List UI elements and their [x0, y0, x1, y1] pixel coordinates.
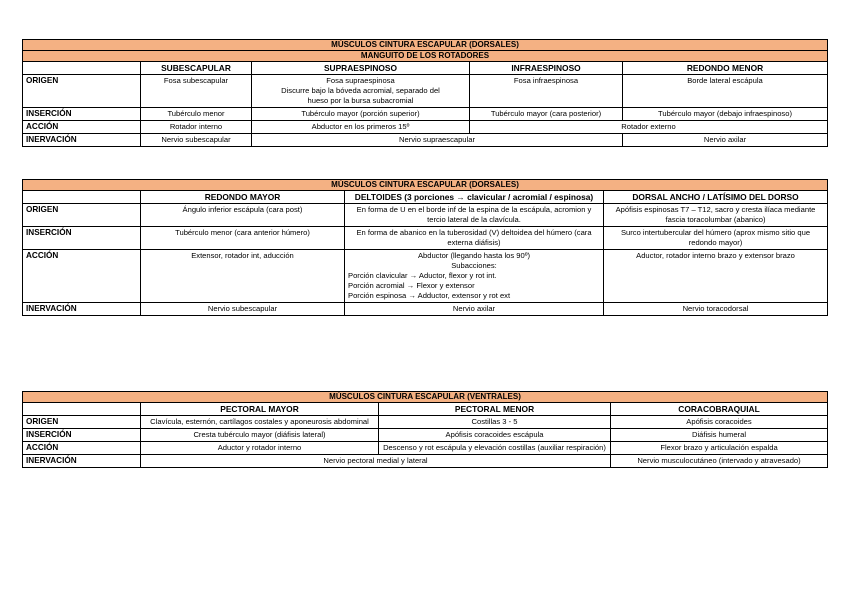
cell-line: Discurre bajo la bóveda acromial, separado del [281, 86, 440, 95]
table-cell: Rotador externo [470, 121, 828, 134]
column-header: REDONDO MAYOR [141, 191, 345, 204]
table-ventrales [22, 391, 828, 468]
table-cell: Nervio axilar [345, 303, 604, 316]
table-cell: Apófisis coracoides escápula [379, 429, 611, 442]
corner-cell [23, 191, 141, 204]
row-label: INSERCIÓN [23, 227, 141, 250]
row-label: INSERCIÓN [23, 429, 141, 442]
cell-line: Fosa supraespinosa [326, 76, 395, 85]
table-row [23, 455, 828, 468]
table-row [23, 303, 828, 316]
column-header: PECTORAL MENOR [379, 403, 611, 416]
table-cell: Tubérculo mayor (debajo infraespinoso) [623, 108, 828, 121]
table-cell: Extensor, rotador int, aducción [141, 250, 345, 303]
cell-line: Subacciones: [451, 261, 497, 270]
table-cell: Cresta tubérculo mayor (diáfisis lateral) [141, 429, 379, 442]
header-row [23, 62, 828, 75]
column-header: INFRAESPINOSO [470, 62, 623, 75]
table-cell: Apófisis coracoides [611, 416, 828, 429]
header-row [23, 191, 828, 204]
table-row [23, 429, 828, 442]
table-row [23, 227, 828, 250]
row-label: INSERCIÓN [23, 108, 141, 121]
table-cell: Surco intertubercular del húmero (aprox mismo sitio que redondo mayor) [604, 227, 828, 250]
table-row [23, 204, 828, 227]
cell-line: Porción acromial → Flexor y extensor [348, 281, 475, 290]
cell-line: Porción espinosa → Adductor, extensor y rot ext [348, 291, 511, 300]
column-header: CORACOBRAQUIAL [611, 403, 828, 416]
corner-cell [23, 403, 141, 416]
table-cell: Aductor y rotador interno [141, 442, 379, 455]
table-cell: Aductor, rotador interno brazo y extensor brazo [604, 250, 828, 303]
table-cell: Borde lateral escápula [623, 75, 828, 108]
table-manguito-rotadores [22, 39, 828, 147]
table-cell: Nervio toracodorsal [604, 303, 828, 316]
column-header: PECTORAL MAYOR [141, 403, 379, 416]
table-cell: En forma de U en el borde inf de la espina de la escápula, acromion y tercio lateral de la clavícula. [345, 204, 604, 227]
table-cell: Ángulo inferior escápula (cara post) [141, 204, 345, 227]
table-cell: Nervio axilar [623, 134, 828, 147]
column-header: SUPRAESPINOSO [252, 62, 470, 75]
table-row [23, 121, 828, 134]
row-label: INERVACIÓN [23, 303, 141, 316]
row-label: ORIGEN [23, 204, 141, 227]
row-label: ACCIÓN [23, 121, 141, 134]
cell-line: Abductor (llegando hasta los 90º) [417, 251, 531, 260]
column-header: DELTOIDES (3 porciones → clavicular / acromial / espinosa) [345, 191, 604, 204]
row-label: ORIGEN [23, 75, 141, 108]
header-row [23, 403, 828, 416]
row-label: INERVACIÓN [23, 455, 141, 468]
table-title: MÚSCULOS CINTURA ESCAPULAR (VENTRALES) [23, 392, 828, 403]
table-row [23, 416, 828, 429]
table-row [23, 442, 828, 455]
cell-line: Porción clavicular → Aductor, flexor y rot int. [348, 271, 497, 280]
table-cell: Diáfisis humeral [611, 429, 828, 442]
table-cell: Descenso y rot escápula y elevación costillas (auxiliar respiración) [379, 442, 611, 455]
table-dorsales [22, 179, 828, 316]
table-row [23, 108, 828, 121]
table-row [23, 75, 828, 108]
column-header: REDONDO MENOR [623, 62, 828, 75]
table-cell: Clavícula, esternón, cartílagos costales y aponeurosis abdominal [141, 416, 379, 429]
table-cell: Abductor en los primeros 15º [252, 121, 470, 134]
table-cell: Rotador interno [141, 121, 252, 134]
table-cell: Apófisis espinosas T7 – T12, sacro y cresta ilíaca mediante fascia toracolumbar (abanico) [604, 204, 828, 227]
table-cell: Costillas 3 - 5 [379, 416, 611, 429]
table-cell: Tubérculo mayor (porción superior) [252, 108, 470, 121]
table-cell: Nervio subescapular [141, 134, 252, 147]
table-cell: Nervio supraescapular [252, 134, 623, 147]
table-cell [345, 250, 604, 303]
column-header: DORSAL ANCHO / LATÍSIMO DEL DORSO [604, 191, 828, 204]
corner-cell [23, 62, 141, 75]
table-title: MÚSCULOS CINTURA ESCAPULAR (DORSALES) [23, 180, 828, 191]
row-label: ACCIÓN [23, 250, 141, 303]
table-cell [252, 75, 470, 108]
table-cell: Nervio musculocutáneo (intervado y atravesado) [611, 455, 828, 468]
table-title: MÚSCULOS CINTURA ESCAPULAR (DORSALES) [23, 40, 828, 51]
row-label: ACCIÓN [23, 442, 141, 455]
table-cell: Nervio subescapular [141, 303, 345, 316]
table-cell: Fosa subescapular [141, 75, 252, 108]
table-cell: Fosa infraespinosa [470, 75, 623, 108]
table-cell: Tubérculo menor (cara anterior húmero) [141, 227, 345, 250]
table-cell: Tubérculo menor [141, 108, 252, 121]
table-cell: Nervio pectoral medial y lateral [141, 455, 611, 468]
table-row [23, 250, 828, 303]
column-header: SUBESCAPULAR [141, 62, 252, 75]
row-label: INERVACIÓN [23, 134, 141, 147]
table-cell: Flexor brazo y articulación espalda [611, 442, 828, 455]
row-label: ORIGEN [23, 416, 141, 429]
cell-line: hueso por la bursa subacromial [307, 96, 414, 105]
table-row [23, 134, 828, 147]
table-cell: Tubérculo mayor (cara posterior) [470, 108, 623, 121]
table-subtitle: MANGUITO DE LOS ROTADORES [23, 51, 828, 62]
table-cell: En forma de abanico en la tuberosidad (V) deltoidea del húmero (cara externa diáfisis) [345, 227, 604, 250]
